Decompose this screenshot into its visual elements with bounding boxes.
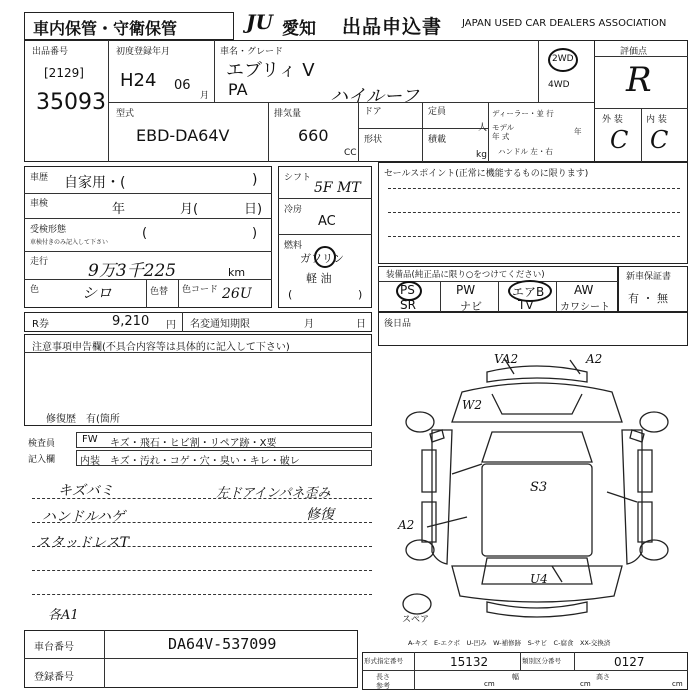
notes-label: 注意事項申告欄(不具合内容等は具体的に記入して下さい) xyxy=(32,342,290,353)
notice-day: 日 xyxy=(356,319,366,330)
drive-2wd: 2WD xyxy=(552,54,574,64)
color-code: 26U xyxy=(222,286,252,302)
remark-left2: ハンドルハゲ xyxy=(42,509,126,525)
inspection-year: 年 xyxy=(112,202,126,217)
length-cm: cm xyxy=(484,680,495,688)
capacity-label: 定員 xyxy=(428,107,447,117)
equipment-label: 装備品(純正品に限り○をつけてください) xyxy=(386,270,545,280)
drive-2wd-circle xyxy=(548,48,578,72)
equip-aw: AW xyxy=(574,283,594,297)
dealer-line1: ディーラー・並 行 xyxy=(492,109,554,118)
drive-4wd: 4WD xyxy=(548,80,570,90)
checker-fw-label: FW xyxy=(82,434,98,445)
chassis-label: 車台番号 xyxy=(34,642,74,653)
spare-label: スペア xyxy=(402,615,430,625)
car-name: エブリィ V xyxy=(226,60,315,81)
remark-right1: 左ドアインパネ歪み xyxy=(216,486,331,501)
warranty-value: 有 ・ 無 xyxy=(628,292,668,305)
repair-history: 修復歴 有(箇所 xyxy=(46,414,120,425)
interior-grade: C xyxy=(650,126,669,154)
width-label: 幅 xyxy=(512,673,519,681)
checker-label2: 記入欄 xyxy=(28,455,56,465)
checker-fw-items: キズ・飛石・ヒビ割・リペア跡・X要 xyxy=(110,438,277,449)
class-number-label: 類別区分番号 xyxy=(522,657,561,665)
lot-label: 出品番号 xyxy=(32,47,69,57)
dealer-handle: ハンドル 左・右 xyxy=(498,147,553,156)
registration-era-year: H24 xyxy=(120,70,157,91)
inheritance-sub: 車検付きのみ記入して下さい xyxy=(30,239,109,246)
form-title: 出品申込書 xyxy=(342,16,443,38)
color-value: シロ xyxy=(82,284,113,302)
org-name: 愛知 xyxy=(282,19,316,39)
length-label: 長さ xyxy=(376,673,390,681)
mileage-value: 9万3千225 xyxy=(88,261,177,281)
shift-value: 5F MT xyxy=(314,180,361,196)
color-code-label: 色コード xyxy=(182,285,219,295)
inspection-label: 車検 xyxy=(30,199,49,209)
interior-label: 内 装 xyxy=(646,115,667,125)
notice-month: 月 xyxy=(304,319,314,330)
association-name: JAPAN USED CAR DEALERS ASSOCIATION xyxy=(462,18,667,29)
displacement-value: 660 xyxy=(298,126,329,145)
fuel-diesel: 軽 油 xyxy=(306,272,332,285)
mark-va2: VA2 xyxy=(494,352,519,366)
lot-sub-number: [2129] xyxy=(44,66,84,80)
storage-banner xyxy=(24,12,234,40)
fuel-label: 燃料 xyxy=(284,241,303,251)
car-note: ハイルーフ xyxy=(330,86,420,107)
color-change-label: 色替 xyxy=(150,287,169,297)
recycle-unit: 円 xyxy=(166,320,176,331)
displacement-unit: CC xyxy=(344,148,357,158)
mark-a2-top: A2 xyxy=(586,352,603,366)
class-number: 0127 xyxy=(614,655,645,669)
checker-inner-items: キズ・汚れ・コゲ・穴・臭い・キレ・破レ xyxy=(110,456,300,467)
capacity-unit: 人 xyxy=(478,123,488,133)
after-items-label: 後日品 xyxy=(384,319,412,329)
remark-right2: 修復 xyxy=(306,507,334,523)
shift-label: シフト xyxy=(284,173,312,183)
model-label: 型式 xyxy=(116,109,135,119)
dealer-year-unit: 年 xyxy=(574,127,582,136)
fuel-gasoline: ガソリン xyxy=(300,252,344,265)
color-label: 色 xyxy=(30,285,40,295)
inheritance-close: ) xyxy=(252,226,258,241)
lot-number: 35093 xyxy=(36,90,106,115)
remark-left1: キズバミ xyxy=(58,483,114,499)
recycle-label: R券 xyxy=(32,319,49,330)
registration-label: 初度登録年月 xyxy=(116,47,171,57)
equip-sr: SR xyxy=(400,298,416,312)
dealer-year: 年 式 xyxy=(492,132,510,141)
load-unit: kg xyxy=(476,150,487,160)
warranty-label: 新車保証書 xyxy=(626,272,672,282)
dealer-model: モデル xyxy=(492,123,515,132)
after-items-box xyxy=(378,312,688,346)
displacement-label: 排気量 xyxy=(274,109,302,119)
car-grade: PA xyxy=(228,80,248,99)
registration-month-unit: 月 xyxy=(200,91,210,101)
car-name-label: 車名・グレード xyxy=(220,47,284,57)
remark-bottom: 各A1 xyxy=(48,608,79,623)
model-value: EBD-DA64V xyxy=(136,126,230,145)
registration-month: 06 xyxy=(174,78,191,93)
inheritance-label: 受検形態 xyxy=(30,225,67,235)
equip-navi: ナビ xyxy=(460,300,482,313)
history-label: 車歴 xyxy=(30,173,49,183)
grade-label: 評価点 xyxy=(620,47,648,57)
cooling-label: 冷房 xyxy=(284,205,303,215)
inspection-day: 日) xyxy=(244,202,263,217)
type-number-label: 形式指定番号 xyxy=(364,657,403,665)
equip-pw: PW xyxy=(456,283,476,297)
width-cm: cm xyxy=(580,680,591,688)
door-label: ドア xyxy=(364,107,382,117)
fuel-gasoline-circle xyxy=(314,246,336,268)
checker-inner-label: 内装 xyxy=(80,456,100,467)
inspection-month: 月( xyxy=(180,202,199,217)
exterior-label: 外 装 xyxy=(602,115,623,125)
mark-a2-left: A2 xyxy=(398,518,415,532)
recycle-amount: 9,210 xyxy=(112,314,150,329)
fuel-close: ) xyxy=(358,288,363,301)
fuel-open: ( xyxy=(288,288,293,301)
equip-leather: カワシート xyxy=(560,302,610,313)
ju-logo-mark: JU xyxy=(246,10,273,34)
checker-label1: 検査員 xyxy=(28,439,56,449)
type-number: 15132 xyxy=(450,655,489,669)
sales-points-label: セールスポイント(正常に機能するものに限ります) xyxy=(384,169,589,179)
equip-tv: TV xyxy=(518,298,534,312)
inheritance-open: ( xyxy=(142,226,148,241)
cooling-value: AC xyxy=(318,214,336,229)
mark-s3: S3 xyxy=(530,480,548,495)
memo-label: 参考 xyxy=(376,682,390,690)
height-cm: cm xyxy=(672,680,683,688)
mileage-label: 走行 xyxy=(30,257,49,267)
storage-banner-text: 車内保管・守衛保管 xyxy=(33,19,178,38)
exterior-grade: C xyxy=(610,126,629,154)
history-value: 自家用・( xyxy=(64,175,126,191)
mileage-unit: km xyxy=(228,266,246,279)
shape-label: 形状 xyxy=(364,135,383,145)
height-label: 高さ xyxy=(596,673,610,681)
history-close: ) xyxy=(252,172,258,188)
mark-u4: U4 xyxy=(530,572,548,586)
equip-airbag: エアB xyxy=(512,285,545,299)
mark-w2: W2 xyxy=(462,398,482,412)
damage-legend: A-キズ E-エクボ U-凹み W-補修跡 S-サビ C-腐食 XX-交換済 xyxy=(408,639,611,647)
notice-label: 名変通知期限 xyxy=(190,319,250,330)
load-label: 積載 xyxy=(428,135,447,145)
plate-label: 登録番号 xyxy=(34,672,74,683)
grade-score: R xyxy=(626,60,652,100)
chassis-number: DA64V-537099 xyxy=(168,635,277,653)
remark-left3: スタッドレスT xyxy=(36,535,129,551)
equip-ps: PS xyxy=(400,283,415,297)
